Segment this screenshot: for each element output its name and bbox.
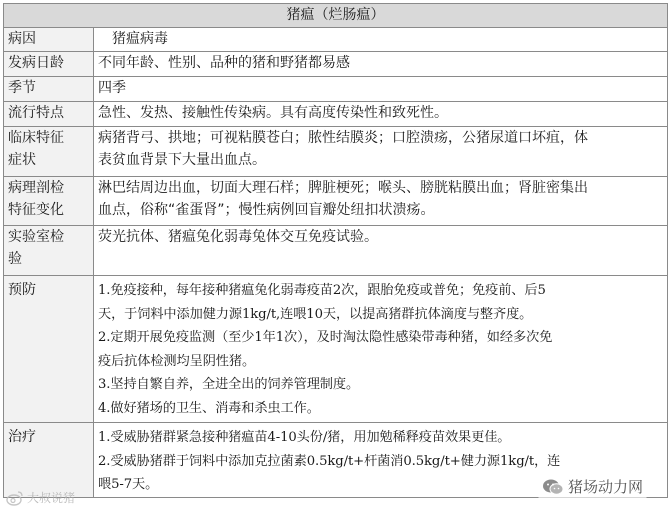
value-line: 1.免疫接种，每年接种猪瘟兔化弱毒疫苗2次，跟胎免疫或普免；免疫前、后5 — [98, 283, 546, 298]
title-row — [4, 4, 668, 28]
weibo-watermark — [6, 489, 75, 506]
row-label — [4, 102, 94, 127]
watermark-left-text: 大叔说猪 — [27, 491, 76, 505]
value-line: 2.受威胁猪群于饲料中添加克拉菌素0.5kg/t+杆菌消0.5kg/t+健力源1kg/t，连 — [98, 453, 561, 469]
weibo-icon — [6, 490, 24, 506]
row-value — [94, 177, 668, 226]
label-line: 实验室检 — [8, 229, 64, 245]
wechat-watermark — [538, 474, 647, 499]
value-line: 不同年龄、性别、品种的猪和野猪都易感 — [98, 55, 350, 71]
label-line: 症状 — [8, 152, 36, 168]
value-line: 血点，俗称“雀蛋肾”；慢性病例回盲瓣处纽扣状溃疡。 — [98, 202, 435, 218]
label-line: 预防 — [8, 282, 36, 298]
table-row — [4, 276, 668, 423]
row-value — [94, 28, 668, 52]
label-line: 发病日龄 — [8, 55, 64, 71]
label-line: 特征变化 — [8, 202, 64, 218]
value-line: 4.做好猪场的卫生、消毒和杀虫工作。 — [98, 400, 320, 416]
watermark-right-text: 猪场动力网 — [568, 478, 644, 496]
row-value — [94, 226, 668, 276]
table-row — [4, 226, 668, 276]
label-line: 病理剖检 — [8, 180, 64, 196]
row-label — [4, 423, 94, 498]
table-row — [4, 52, 668, 77]
wechat-icon — [542, 478, 564, 496]
value-line: 荧光抗体、猪瘟兔化弱毒兔体交互免疫试验。 — [98, 229, 378, 245]
table-row — [4, 102, 668, 127]
label-line: 病因 — [8, 31, 36, 47]
table-row — [4, 177, 668, 226]
label-line: 季节 — [8, 80, 36, 96]
value-line: 天，于饲料中添加健力源1kg/t,连喂10天，以提高猪群抗体滴度与整齐度。 — [98, 306, 533, 322]
value-line: 1.受威胁猪群紧急接种猪瘟苗4-10头份/猪，用加勉稀释疫苗效果更佳。 — [98, 430, 511, 445]
value-line: 急性、发热、接触性传染病。具有高度传染性和致死性。 — [98, 105, 448, 121]
table-row — [4, 28, 668, 52]
row-label — [4, 226, 94, 276]
value-line: 淋巴结周边出血，切面大理石样；脾脏梗死；喉头、膀胱粘膜出血；肾脏密集出 — [98, 180, 588, 196]
row-value — [94, 127, 668, 177]
document — [3, 3, 667, 498]
table-title: 猪瘟（烂肠瘟） — [4, 4, 668, 28]
row-label — [4, 52, 94, 77]
value-line: 2.定期开展免疫监测（至少1年1次），及时淘汰隐性感染带毒种猪，如经多次免 — [98, 330, 553, 345]
value-line: 四季 — [98, 80, 126, 96]
label-line: 临床特征 — [8, 130, 64, 146]
row-label — [4, 77, 94, 102]
label-line: 治疗 — [8, 429, 36, 445]
value-line: 3.坚持自繁自养，全进全出的饲养管理制度。 — [98, 377, 360, 392]
label-line: 验 — [8, 251, 22, 267]
table-row — [4, 77, 668, 102]
row-label — [4, 276, 94, 423]
row-value — [94, 77, 668, 102]
label-line: 流行特点 — [8, 105, 64, 121]
value-line: 喂5-7天。 — [98, 477, 159, 492]
table-row — [4, 127, 668, 177]
value-line: 病猪背弓、拱地；可视粘膜苍白；脓性结膜炎；口腔溃疡，公猪尿道口坏疽，体 — [98, 130, 588, 146]
row-value — [94, 52, 668, 77]
row-value — [94, 102, 668, 127]
value-line: 疫后抗体检测均呈阴性猪。 — [98, 353, 256, 369]
row-label — [4, 28, 94, 52]
row-label — [4, 127, 94, 177]
value-line: 表贫血背景下大量出血点。 — [98, 152, 266, 168]
row-label — [4, 177, 94, 226]
value-line: 猪瘟病毒 — [98, 31, 168, 47]
disease-table — [3, 3, 668, 498]
row-value — [94, 276, 668, 423]
